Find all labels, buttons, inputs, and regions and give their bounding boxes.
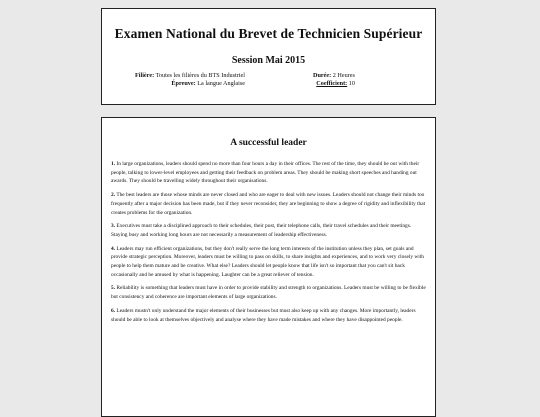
paragraph — [111, 245, 426, 280]
paragraph-number: 6. — [111, 307, 116, 314]
paragraph — [111, 191, 426, 217]
coefficient-label: Coefficient: — [316, 80, 348, 87]
paragraph-number: 3. — [111, 223, 116, 230]
coefficient-value: 10 — [348, 80, 355, 87]
duree-row — [313, 72, 355, 80]
session-label: Session Mai 2015 — [231, 55, 306, 66]
paragraph-text: Reliability is something that leaders must have in order to provide stability and strength to organizations. Leaders must be willing to be flexible but consistency and coherence are important elements of large organizations. — [111, 285, 426, 301]
paragraph-text: In large organizations, leaders should spend no more than four hours a day in their offices. The rest of the time, they should be out with their people, talking to lower-level employees and getting their feedback on problem areas. They should be making short speeches and handing out awards. They should be travelling widely throughout their organisations. — [111, 161, 420, 185]
exam-title: Examen National du Brevet de Technicien Supérieur — [114, 26, 423, 41]
paragraph — [111, 307, 426, 324]
filiere-label: Filière: — [135, 72, 155, 79]
duree-value: 2 Heures — [332, 72, 355, 79]
paragraph-text: The best leaders are those whose minds are never closed and who are eager to deal with new issues. Leaders should not change their minds too frequently after a major decision has been made, but if they never reconsider, they are beginning to show a degree of rigidity and inflexibility that creates problems for the organization. — [111, 192, 426, 216]
document-title: A successful leader — [230, 138, 307, 148]
paragraph-text: Executives must take a disciplined approach to their schedules, their post, their telephone calls, their travel schedules and their meetings. Staying busy and working long hours are not necessarily a measurement of leadership effectiveness. — [111, 223, 412, 238]
coefficient-row — [313, 80, 355, 88]
document-body-box — [101, 117, 436, 417]
duree-label: Durée: — [313, 72, 332, 79]
paragraph-text: Leaders mustn't only understand the major elements of their businesses but must also keep up with any changes. More importantly, leaders should be able to look at themselves objectively and analyse where they have made mistakes and where they have disappointed people. — [111, 307, 416, 323]
epreuve-row — [135, 80, 245, 88]
paragraph-number: 4. — [111, 245, 116, 252]
meta-right — [313, 72, 355, 88]
paragraph — [111, 222, 426, 239]
filiere-value: Toutes les filières du BTS Industriel — [155, 72, 246, 79]
meta-left — [135, 72, 245, 88]
exam-header-box — [101, 8, 436, 105]
paragraph — [111, 284, 426, 301]
paragraph — [111, 160, 426, 186]
filiere-row — [135, 72, 245, 80]
paragraph-text: Leaders may run efficient organizations, but they don't really serve the long term interests of the institution unless they plan, set goals and provide strategic perception. Moreover, leaders must be willing to pass on skills, to share insights and experiences, and to work very closely with people to help them mature and be creative. What else? Leaders should let people know that life isn't so important that you can't sit back occasionally and be amused by what is happening. Laughter can be a great reliever of tension. — [111, 245, 424, 278]
paragraph-number: 2. — [111, 192, 116, 199]
epreuve-value: La langue Anglaise — [197, 80, 246, 87]
epreuve-label: Épreuve: — [171, 80, 196, 87]
paragraph-number: 5. — [111, 285, 116, 292]
paragraph-number: 1. — [111, 161, 116, 167]
paragraph-list — [111, 160, 426, 329]
